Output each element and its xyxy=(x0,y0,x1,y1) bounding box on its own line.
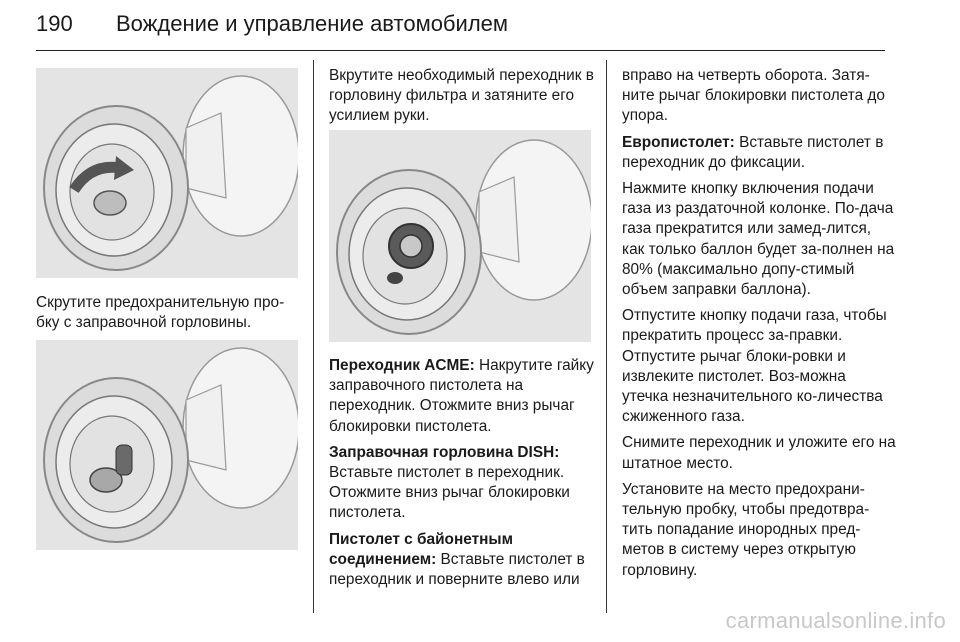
page-title: Вождение и управление автомобилем xyxy=(116,11,509,36)
watermark: carmanualsonline.info xyxy=(725,608,946,633)
caption-remove-cap: Скрутите предохранительную про-бку с заправочной горловины. xyxy=(36,294,285,332)
column-2-instructions: Переходник ACME: Накрутите гайку заправочного пистолета на переходник. Отожмите вниз рычаг блокировки пистолета. Заправочная горловина DISH: Вставьте пистолет в переходник. Отожмите вниз рычаг блокировки пистолета. Пистолет с байонетным соединением: Вставьте пистолет в переходник и поверните влево или xyxy=(329,357,594,589)
dish-label: Заправочная горловина DISH: xyxy=(329,443,560,461)
fuel-door-installed-illustration xyxy=(329,130,591,342)
bayonet-label: Пистолет с байонетным соединением: xyxy=(329,530,513,568)
fuel-door-illustration xyxy=(36,68,298,278)
column-2-intro: Вкрутите необходимый переходник в горловину фильтра и затяните его усилием руки. xyxy=(329,67,594,125)
column-3-text: вправо на четверть оборота. Затя-ните рычаг блокировки пистолета до упора. Европистолет: Вставьте пистолет в переходник до фиксации. Нажмите кнопку включения подачи газа из раздаточной колонке. По-дача газа прекратится или замед-лится, как только баллон будет за-полнен на 80% (максимально допу-стимый объем заправки баллона). Отпустите кнопку подачи газа, чтобы прекратить процесс за-правки. Отпустите рычаг блоки-ровки и извлеките пистолет. Воз-можна утечка незначительного ко-личества сжиженного газа. Снимите переходник и уложите его на штатное место. Установите на место предохрани-тельную пробку, чтобы предотвра-тить попадание инородных пред-метов в систему через открытую горловину. xyxy=(622,67,896,579)
figure-adapter-installed xyxy=(329,130,591,342)
page-header xyxy=(36,6,885,51)
fuel-door-adapter-illustration xyxy=(36,340,298,550)
figure-remove-cap xyxy=(36,68,298,278)
column-divider xyxy=(313,60,314,613)
column-divider xyxy=(606,60,607,613)
acme-label: Переходник ACME: xyxy=(329,357,475,374)
euro-label: Европистолет: xyxy=(622,133,735,151)
figure-dish-adapter xyxy=(36,340,298,550)
page-number: 190 xyxy=(36,11,73,36)
